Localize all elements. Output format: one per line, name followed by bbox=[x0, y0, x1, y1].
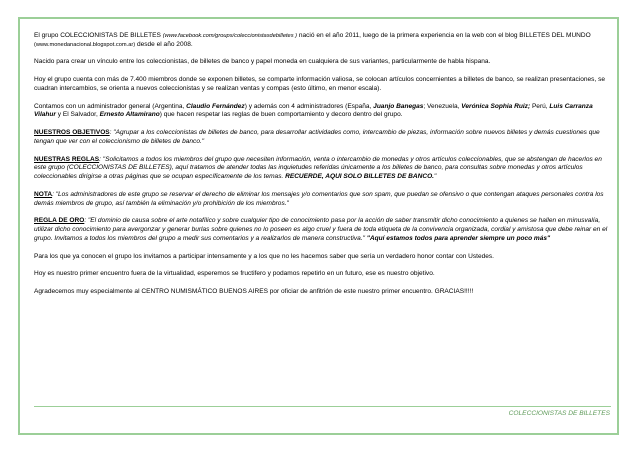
objectives-text: : "Agrupar a los coleccionistas de billetes de banco, para desarrollar actividades como, intercambio de piezas, información sobre nuevos billetes y demás cuestiones que tengan que ver con el coleccionismo de billetes de banco." bbox=[34, 129, 600, 145]
golden-rule-text: : "El dominio de causa sobre el arte notafílico y sobre cualquier tipo de conocimiento pasa por la acción de saber transmitir dicho conocimiento a quienes se hallen en minusvalía, utilizar dicho conocimiento para avergonzar y generar burlas sobre quienes no lo poseen es algo cruel y fuera de toda etiqueta de la convivencia organizada, cordial y amistosa que debe reinar en el grupo. Invitamos a todos los miembros del grupo a medir sus comentarios y a realizarlos de manera constructiva." bbox=[34, 217, 608, 242]
intro-paragraph bbox=[34, 32, 608, 50]
admins-text-4: Perú, bbox=[530, 102, 550, 110]
intro-text-2: nació en el año 2011, luego de la primera experiencia en la web con el blog BILLETES DEL MUNDO bbox=[297, 32, 591, 39]
blog-url: (www.monedanacional.blogspot.com.ar) bbox=[34, 41, 136, 48]
admins-text-5: y El Salvador, bbox=[55, 111, 100, 119]
rules-paragraph bbox=[34, 156, 608, 182]
admin-name: Claudio Fernández bbox=[186, 102, 245, 110]
group-url: (www.facebook.com/groups/coleccionistasdebilletes ) bbox=[162, 33, 298, 39]
rules-text: : "Solicitamos a todos los miembros del grupo que necesiten información, venta o intercambio de monedas y otros artículos coleccionables, que se abstengan de hacerlos en este grupo (COLECCIONISTAS DE BILLETES), aquí tratamos de atender todas las inquietudes referidas únicamente a los billetes de banco, para consultas sobre monedas y otros artículos coleccionables dirigirse a otras páginas que se ocupan específicamente de los temas. bbox=[34, 155, 602, 181]
note-paragraph bbox=[34, 191, 608, 209]
footer-label: COLECCIONISTAS DE BILLETES bbox=[508, 410, 610, 417]
note-text: : "Los administradores de este grupo se reservar el derecho de eliminar los mensajes y/o comentarios que son spam, que puedan se ofensivo o que contengan ataques personales contra los demás miembros de grupo, así también la eliminación y/o prohibición de los miembros." bbox=[34, 190, 604, 207]
admins-text-6: ) que hacen respetar las reglas de buen comportamiento y decoro dentro del grupo. bbox=[159, 111, 403, 119]
admin-name: Juanjo Banegas bbox=[373, 102, 424, 110]
admins-paragraph bbox=[34, 103, 608, 121]
meeting-paragraph: Hoy es nuestro primer encuentro fuera de la virtualidad, esperemos se fructifero y podamos repetirlo en un futuro, ese es nuestro objetivo. bbox=[34, 270, 435, 278]
admins-text-3: ; Venezuela, bbox=[423, 102, 462, 110]
admin-name: Verónica Sophia Ruiz; bbox=[461, 102, 531, 110]
intro-text-3: desde el año 2008. bbox=[135, 40, 193, 48]
rules-emphasis: RECUERDE, AQUI SOLO BILLETES DE BANCO. bbox=[285, 173, 434, 181]
admin-name: Luis Carranza Vilahur bbox=[34, 102, 593, 119]
rules-close-quote: " bbox=[434, 173, 437, 181]
members-paragraph: Hoy el grupo cuenta con más de 7.400 miembros donde se exponen billetes, se comparte información valiosa, se colocan artículos concernientes a billetes de banco, se realizan presentaciones, se cuadran intercambios, se orienta a nuevos coleccionistas y se realizan ventas y compas (esto último, en menor escala). bbox=[34, 76, 605, 92]
rules-heading: NUESTRAS REGLAS bbox=[34, 155, 100, 163]
golden-rule-paragraph bbox=[34, 217, 608, 243]
purpose-paragraph: Nacido para crear un vínculo entre los coleccionistas, de billetes de banco y papel moneda en cualquiera de sus variantes, particularmente de habla hispana. bbox=[34, 58, 491, 66]
footer-divider bbox=[34, 406, 611, 407]
document-body bbox=[34, 32, 608, 306]
golden-rule-heading: REGLA DE ORO bbox=[34, 217, 85, 225]
thanks-paragraph: Agradecemos muy especialmente al CENTRO NUMISMÁTICO BUENOS AIRES por oficiar de anfitrión de este nuestro primer encuentro. GRACIAS!!!!! bbox=[34, 288, 474, 296]
invite-paragraph: Para los que ya conocen el grupo los invitamos a participar intensamente y a los que no les hacemos saber que sería un verdadero honor contar con Ustedes. bbox=[34, 252, 495, 260]
objectives-heading: NUESTROS OBJETIVOS bbox=[34, 129, 110, 137]
admin-name: Ernesto Altamirano bbox=[99, 111, 160, 119]
admins-text-2: ) y además con 4 administradores (España, bbox=[244, 102, 374, 110]
note-heading: NOTA bbox=[34, 190, 53, 198]
objectives-paragraph bbox=[34, 129, 608, 147]
intro-text: El grupo COLECCIONISTAS DE BILLETES bbox=[34, 32, 163, 39]
golden-rule-emphasis: "Aquí estamos todos para aprender siempre un poco más" bbox=[366, 234, 551, 242]
admins-text: Contamos con un administrador general (Argentina, bbox=[34, 102, 187, 110]
